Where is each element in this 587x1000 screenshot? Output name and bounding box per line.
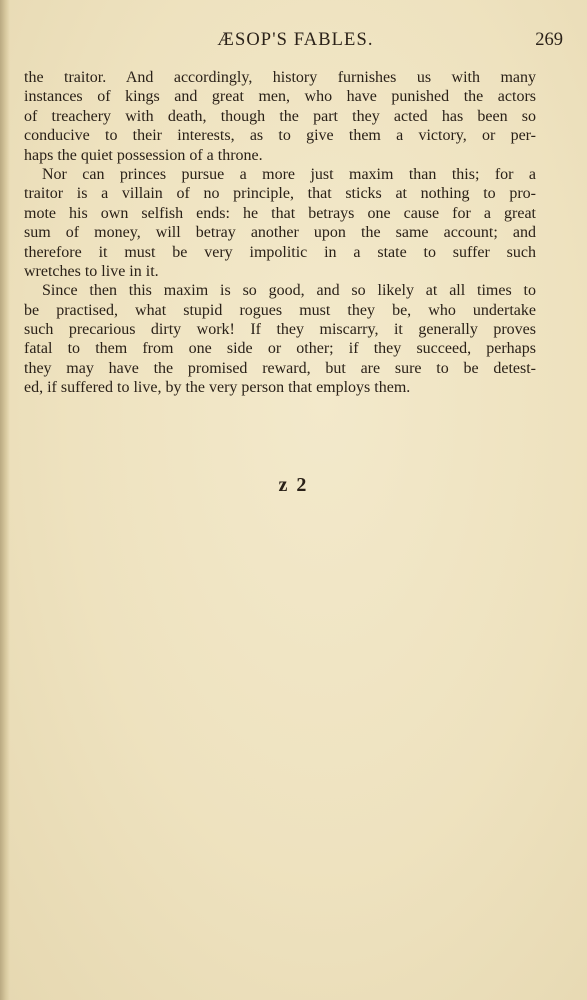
page-header <box>24 30 567 52</box>
signature-mark: z 2 <box>278 474 309 496</box>
text-line: haps the quiet possession of a throne. <box>24 146 263 164</box>
text-line: traitor is a villain of no principle, that sticks at nothing to pro- <box>24 185 536 203</box>
page-number: 269 <box>535 30 563 50</box>
text-line: instances of kings and great men, who have punished the actors <box>24 88 536 106</box>
text-line: fatal to them from one side or other; if they succeed, perhaps <box>24 340 536 358</box>
text-line: of treachery with death, though the part they acted has been so <box>24 107 536 125</box>
text-line: ed, if suffered to live, by the very person that employs them. <box>24 379 411 397</box>
text-line: therefore it must be very impolitic in a state to suffer such <box>24 243 536 261</box>
text-line: wretches to live in it. <box>24 262 159 280</box>
text-line: conducive to their interests, as to give them a victory, or per- <box>24 127 536 145</box>
text-line: sum of money, will betray another upon the same account; and <box>24 224 536 242</box>
paragraph-start-line: Since then this maxim is so good, and so likely at all times to <box>42 282 536 300</box>
paragraph-start-line: Nor can princes pursue a more just maxim than this; for a <box>42 165 536 183</box>
binding-gutter <box>0 0 10 1000</box>
text-line: they may have the promised reward, but are sure to be detest- <box>24 359 536 377</box>
text-line: the traitor. And accordingly, history furnishes us with many <box>24 69 536 86</box>
text-line: be practised, what stupid rogues must they be, who undertake <box>24 301 536 319</box>
body-text <box>24 68 536 398</box>
text-line: such precarious dirty work! If they miscarry, it generally proves <box>24 321 536 339</box>
text-line: mote his own selfish ends: he that betrays one cause for a great <box>24 204 536 222</box>
running-title: ÆSOP'S FABLES. <box>217 30 374 50</box>
